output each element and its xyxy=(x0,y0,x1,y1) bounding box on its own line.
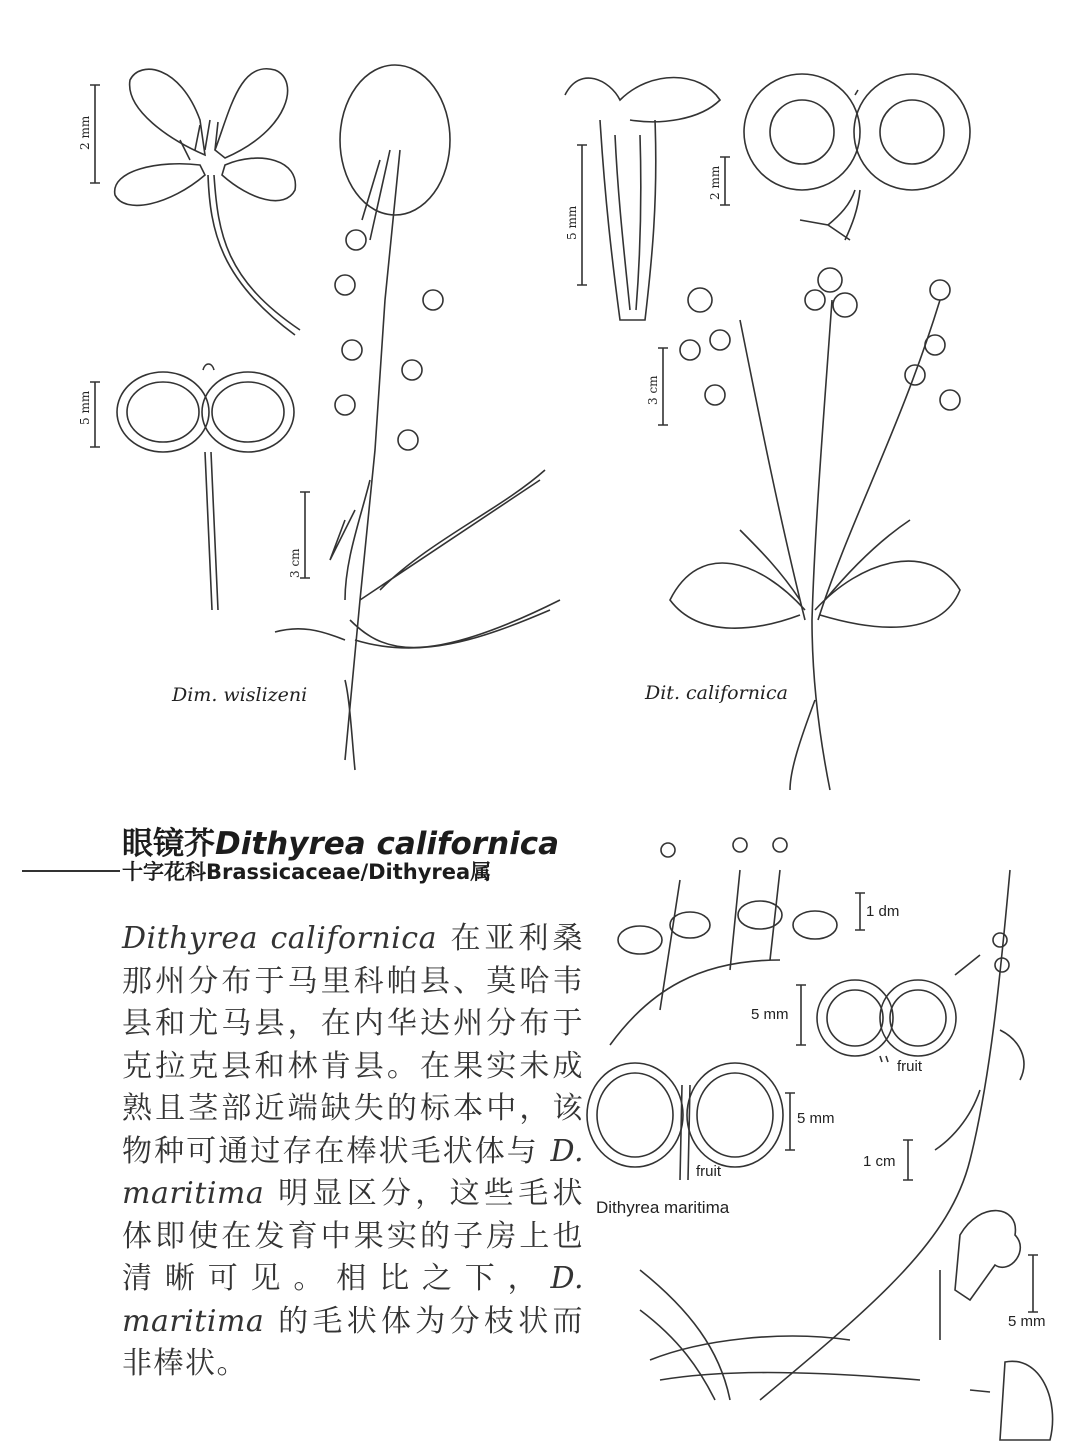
title-chinese: 眼镜芥 xyxy=(122,826,215,862)
scale-label: 3 cm xyxy=(288,548,302,578)
right-plant-drawing xyxy=(670,268,960,790)
description-paragraph xyxy=(122,918,584,1386)
heading-rule xyxy=(22,870,120,872)
title-latin: Dithyrea californica xyxy=(215,826,560,862)
fruit-label: fruit xyxy=(897,1058,923,1075)
right-fruit-drawing xyxy=(744,74,970,240)
latin-name: Dithyrea californica xyxy=(122,921,437,956)
description-text: 在亚利桑那州分布于马里科帕县、莫哈韦县和尤马县，在内华达州分布于克拉克县和林肯县。在果实未成熟且茎部近端缺失的标本中，该物种可通过存在棒状毛状体与 xyxy=(122,921,584,1169)
scale-label: 1 cm xyxy=(863,1153,896,1170)
right-species-label: Dit. californica xyxy=(645,682,788,704)
left-fruit-drawing xyxy=(117,364,294,610)
bottom-plant-drawing xyxy=(640,870,1024,1400)
bottom-fruit-large xyxy=(587,1063,783,1180)
description-text: 明显区分，这些毛状体即使在发育中果实的子房上也清晰可见。相比之下， xyxy=(122,1176,584,1296)
left-plant-drawing xyxy=(275,65,560,770)
fruit-label: fruit xyxy=(696,1163,722,1180)
description-text: 的毛状体为分枝状而非棒状。 xyxy=(122,1303,584,1381)
scale-label: 5 mm xyxy=(1008,1313,1046,1330)
scale-label: 1 dm xyxy=(866,903,900,920)
scale-label: 2 mm xyxy=(708,165,722,200)
bottom-fruit-small xyxy=(817,980,956,1062)
scale-label: 5 mm xyxy=(751,1006,789,1023)
bottom-habit-drawing xyxy=(610,838,837,1045)
scale-label: 5 mm xyxy=(797,1110,835,1127)
scale-label: 5 mm xyxy=(78,390,92,425)
scale-label: 5 mm xyxy=(565,205,579,240)
left-species-label: Dim. wislizeni xyxy=(172,684,308,706)
left-flower-drawing xyxy=(115,69,300,335)
scale-label: 3 cm xyxy=(646,375,660,405)
right-flower-drawing xyxy=(565,78,720,321)
bottom-species-label: Dithyrea maritima xyxy=(596,1198,730,1217)
scale-label: 2 mm xyxy=(78,115,92,150)
latin-name: D. maritima xyxy=(122,1261,584,1339)
page-subtitle: 十字花科Brassicaceae/Dithyrea属 xyxy=(122,860,492,884)
latin-name: D. maritima xyxy=(122,1133,584,1211)
